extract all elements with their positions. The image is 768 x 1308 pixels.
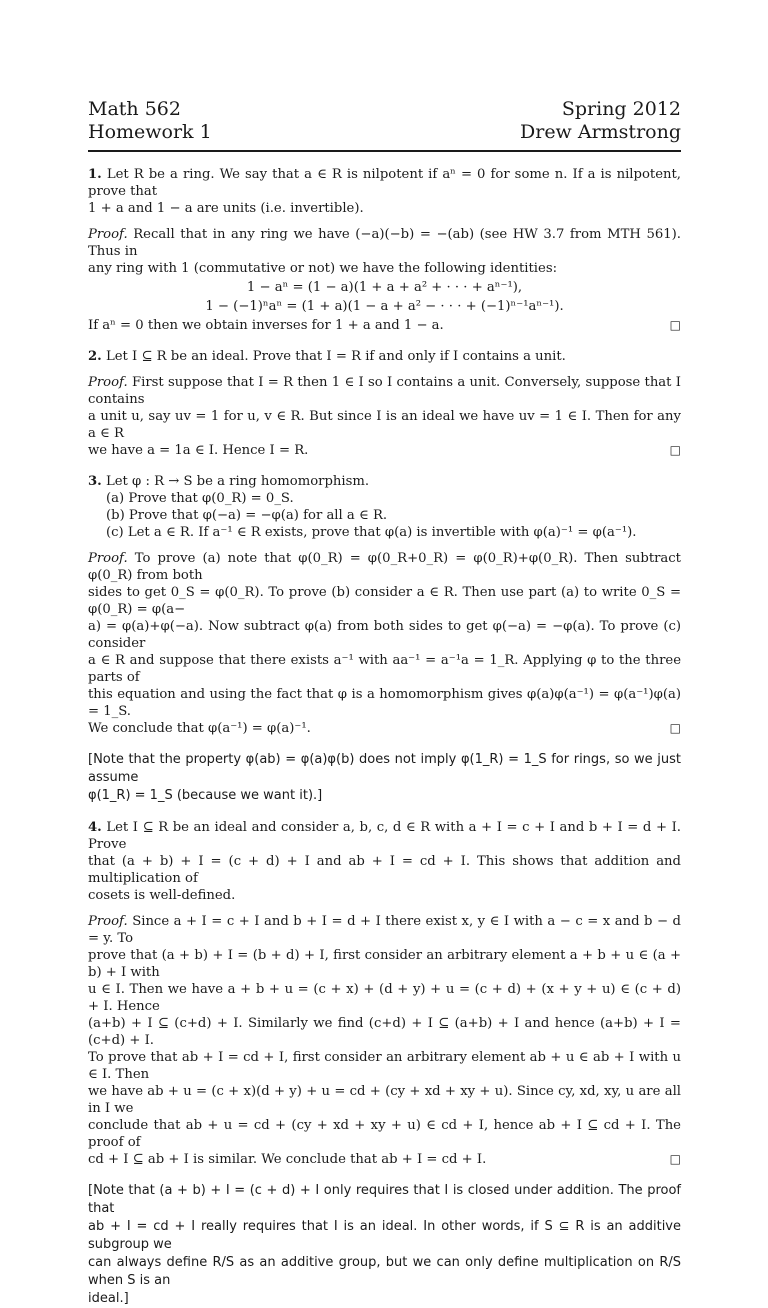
problem-4-statement-line-1: 4. Let I ⊆ R be an ideal and consider a, b, c, d ∈ R with a + I = c + I and b + I = d + I. Prove xyxy=(88,820,681,852)
problem-4-proof-line-7: conclude that ab + u = cd + (cy + xd + xy + u) ∈ cd + I, hence ab + I ⊆ cd + I. The proof of xyxy=(88,1118,681,1150)
problem-3-part-a: (a) Prove that φ(0_R) = 0_S. xyxy=(106,491,294,506)
problem-3-note-line-2: φ(1_R) = 1_S (because we want it).] xyxy=(88,788,323,803)
problem-4-proof-line-1: Proof. Since a + I = c + I and b + I = d + I there exist x, y ∈ I with a − c = x and b − d = y. To xyxy=(88,914,681,946)
problem-2-proof-line-1: Proof. First suppose that I = R then 1 ∈ I so I contains a unit. Conversely, suppose that I contains xyxy=(88,375,681,407)
problem-4-statement-line-2: that (a + b) + I = (c + d) + I and ab + I = cd + I. This shows that addition and multiplication of xyxy=(88,854,681,886)
problem-4 xyxy=(88,819,681,1308)
problem-4-note-line-2: ab + I = cd + I really requires that I is an ideal. In other words, if S ⊆ R is an additive subgroup we xyxy=(88,1219,681,1252)
proof-label: Proof. xyxy=(88,227,128,242)
problem-2 xyxy=(88,348,681,459)
problem-4-note-line-1: [Note that (a + b) + I = (c + d) + I only requires that I is closed under addition. The proof that xyxy=(88,1183,681,1216)
problem-4-proof-line-8: cd + I ⊆ ab + I is similar. We conclude that ab + I = cd + I. □ xyxy=(88,1152,681,1167)
problem-2-number: 2. xyxy=(88,349,102,364)
proof-label: Proof. xyxy=(88,914,128,929)
assignment-title: Homework 1 xyxy=(88,121,212,143)
course-title: Math 562 xyxy=(88,98,181,120)
qed-symbol: □ xyxy=(669,318,681,332)
problem-3-statement: 3. Let φ : R → S be a ring homomorphism. xyxy=(88,474,370,489)
problem-1-proof-line-1: Proof. Recall that in any ring we have (−a)(−b) = −(ab) (see HW 3.7 from MTH 561). Thus in xyxy=(88,227,681,259)
term-label: Spring 2012 xyxy=(561,98,681,120)
problem-4-note-line-3: can always define R/S as an additive group, but we can only define multiplication on R/S when S is an xyxy=(88,1255,681,1288)
problem-4-proof-line-6: we have ab + u = (c + x)(d + y) + u = cd + (cy + xd + xy + u). Since cy, xd, xy, u are all in I we xyxy=(88,1084,681,1116)
problem-3-proof-line-5: this equation and using the fact that φ is a homomorphism gives φ(a)φ(a⁻¹) = φ(a⁻¹)φ(a) = 1_S. xyxy=(88,687,681,719)
problem-3-part-b: (b) Prove that φ(−a) = −φ(a) for all a ∈ R. xyxy=(106,508,388,523)
problem-1-number: 1. xyxy=(88,167,102,182)
problem-3-part-c: (c) Let a ∈ R. If a⁻¹ ∈ R exists, prove that φ(a) is invertible with φ(a)⁻¹ = φ(a⁻¹). xyxy=(106,525,637,540)
problem-3-proof-line-4: a ∈ R and suppose that there exists a⁻¹ with aa⁻¹ = a⁻¹a = 1_R. Applying φ to the three parts of xyxy=(88,653,681,685)
problem-1-conclusion: If aⁿ = 0 then we obtain inverses for 1 + a and 1 − a. □ xyxy=(88,318,681,333)
problem-1-equation-1: 1 − aⁿ = (1 − a)(1 + a + a² + · · · + aⁿ⁻¹), xyxy=(246,280,523,295)
problem-3 xyxy=(88,473,681,805)
qed-symbol: □ xyxy=(669,1152,681,1166)
problem-1-statement-line-1: 1. Let R be a ring. We say that a ∈ R is nilpotent if aⁿ = 0 for some n. If a is nilpotent, prove that xyxy=(88,167,681,199)
header-rule xyxy=(88,150,681,152)
problem-3-note-line-1: [Note that the property φ(ab) = φ(a)φ(b) does not imply φ(1_R) = 1_S for rings, so we just assume xyxy=(88,752,681,785)
problem-2-proof-line-3: we have a = 1a ∈ I. Hence I = R. □ xyxy=(88,443,681,458)
problem-3-proof-line-3: a) = φ(a)+φ(−a). Now subtract φ(a) from both sides to get φ(−a) = −φ(a). To prove (c) consider xyxy=(88,619,681,651)
proof-label: Proof. xyxy=(88,375,128,390)
author-name: Drew Armstrong xyxy=(520,121,681,143)
problem-3-number: 3. xyxy=(88,474,102,489)
proof-label: Proof. xyxy=(88,551,128,566)
problem-4-proof-line-2: prove that (a + b) + I = (b + d) + I, first consider an arbitrary element a + b + u ∈ (a + b) + I with xyxy=(88,948,681,980)
problem-2-proof-line-2: a unit u, say uv = 1 for u, v ∈ R. But since I is an ideal we have uv = 1 ∈ I. Then for any a ∈ R xyxy=(88,409,681,441)
qed-symbol: □ xyxy=(669,443,681,457)
problem-3-proof-line-1: Proof. To prove (a) note that φ(0_R) = φ(0_R+0_R) = φ(0_R)+φ(0_R). Then subtract φ(0_R) from both xyxy=(88,551,681,583)
problem-4-proof-line-3: u ∈ I. Then we have a + b + u = (c + x) + (d + y) + u = (c + d) + (x + y + u) ∈ (c + d) + I. Hence xyxy=(88,982,681,1014)
problem-2-statement: 2. Let I ⊆ R be an ideal. Prove that I = R if and only if I contains a unit. xyxy=(88,349,566,364)
problem-4-statement-line-3: cosets is well-defined. xyxy=(88,888,236,903)
qed-symbol: □ xyxy=(669,721,681,735)
problem-4-note-line-4: ideal.] xyxy=(88,1291,129,1306)
problem-3-proof-line-6: We conclude that φ(a⁻¹) = φ(a)⁻¹. □ xyxy=(88,721,681,736)
problem-1-statement-line-2: 1 + a and 1 − a are units (i.e. invertible). xyxy=(88,201,364,216)
problem-1 xyxy=(88,166,681,334)
homework-page xyxy=(88,98,681,1308)
problem-4-proof-line-5: To prove that ab + I = cd + I, first consider an arbitrary element ab + u ∈ ab + I with u ∈ I. Then xyxy=(88,1050,681,1082)
problem-3-proof-line-2: sides to get 0_S = φ(0_R). To prove (b) consider a ∈ R. Then use part (a) to write 0_S = φ(0_R) = φ(a− xyxy=(88,585,681,617)
problem-4-number: 4. xyxy=(88,820,102,835)
problem-1-equation-2: 1 − (−1)ⁿaⁿ = (1 + a)(1 − a + a² − · · · + (−1)ⁿ⁻¹aⁿ⁻¹). xyxy=(205,299,564,314)
document-header xyxy=(88,98,681,144)
problem-1-proof-line-2: any ring with 1 (commutative or not) we have the following identities: xyxy=(88,261,558,276)
problem-4-proof-line-4: (a+b) + I ⊆ (c+d) + I. Similarly we find (c+d) + I ⊆ (a+b) + I and hence (a+b) + I = (c+d) + I. xyxy=(88,1016,681,1048)
